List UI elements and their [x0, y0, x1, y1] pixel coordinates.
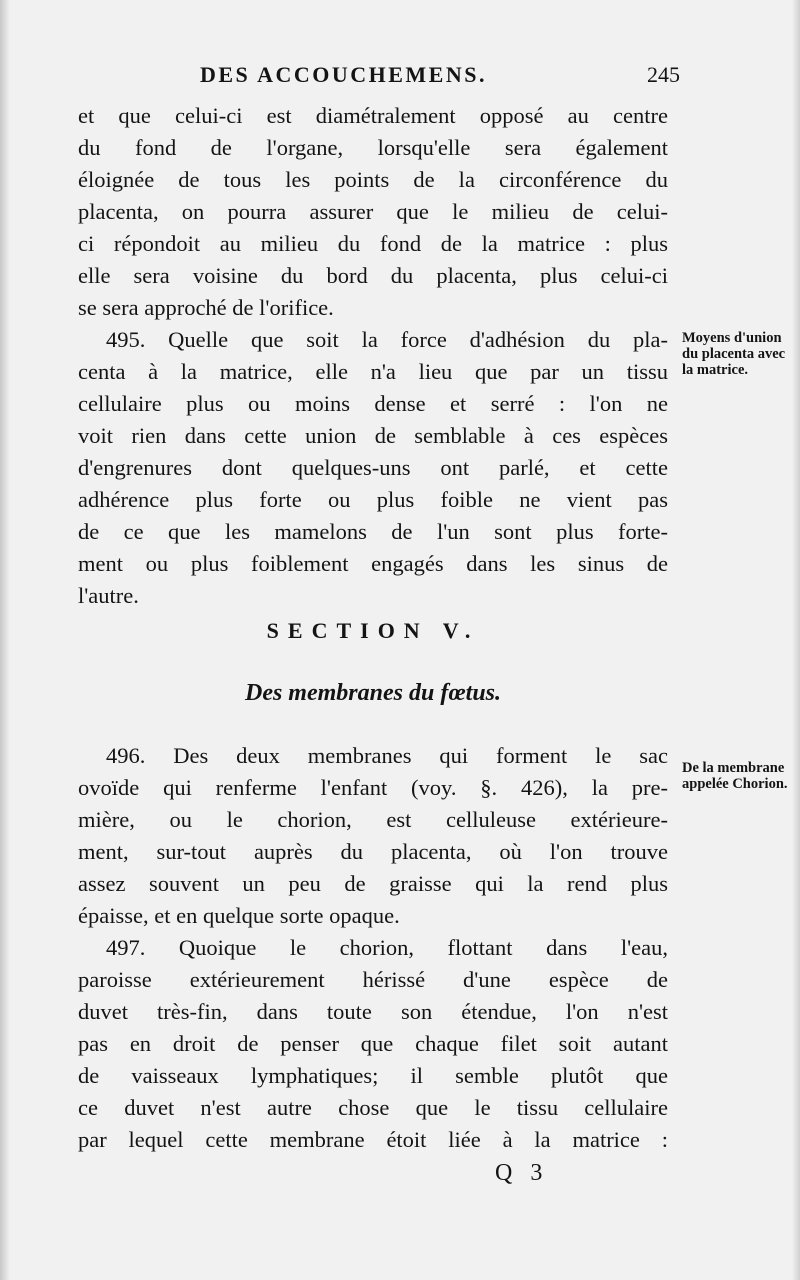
text-line: épaisse, et en quelque sorte opaque. [78, 903, 400, 928]
running-head: DES ACCOUCHEMENS. [200, 62, 487, 87]
text-line: de ce que les mamelons de l'un sont plus forte- [78, 519, 668, 544]
text-line: placenta, on pourra assurer que le milieu de celui- [78, 199, 668, 224]
text-line: centa à la matrice, elle n'a lieu que par un tissu [78, 359, 668, 384]
text-line: ment, sur-tout auprès du placenta, où l'on trouve [78, 839, 668, 864]
text-line: du fond de l'organe, lorsqu'elle sera également [78, 135, 668, 160]
text-line: éloignée de tous les points de la circonférence du [78, 167, 668, 192]
margin-note-chorion: De la membrane appelée Chorion. [682, 760, 788, 792]
text-block-2 [78, 740, 668, 1156]
text-line: d'engrenures dont quelques-uns ont parlé, et cette [78, 455, 668, 480]
page-edge-right [792, 0, 800, 1280]
text-line: ce duvet n'est autre chose que le tissu cellulaire [78, 1095, 668, 1120]
section-subtitle: Des membranes du fœtus. [244, 680, 502, 706]
paragraph-497-start: 497. Quoique le chorion, flottant dans l'eau, [106, 935, 668, 960]
paragraph-495-start: 495. Quelle que soit la force d'adhésion du pla- [106, 327, 668, 352]
text-line: mière, ou le chorion, est celluleuse extérieure- [78, 807, 668, 832]
text-line: ci répondoit au milieu du fond de la matrice : plus [78, 231, 668, 256]
text-line: l'autre. [78, 583, 139, 608]
text-line: elle sera voisine du bord du placenta, plus celui-ci [78, 263, 668, 288]
text-line: ment ou plus foiblement engagés dans les sinus de [78, 551, 668, 576]
section-title: SECTION V. [266, 618, 480, 643]
page-header [200, 62, 680, 92]
text-line: duvet très-fin, dans toute son étendue, l'on n'est [78, 999, 668, 1024]
text-line: et que celui-ci est diamétralement opposé au centre [78, 103, 668, 128]
text-block-1 [78, 100, 668, 612]
text-line: assez souvent un peu de graisse qui la rend plus [78, 871, 668, 896]
text-line: pas en droit de penser que chaque filet soit autant [78, 1031, 668, 1056]
paragraph-496-start: 496. Des deux membranes qui forment le sac [106, 743, 668, 768]
text-line: cellulaire plus ou moins dense et serré : l'on ne [78, 391, 668, 416]
text-line: se sera approché de l'orifice. [78, 295, 334, 320]
text-line: adhérence plus forte ou plus foible ne vient pas [78, 487, 668, 512]
text-line: paroisse extérieurement hérissé d'une espèce de [78, 967, 668, 992]
signature-mark: Q 3 [495, 1160, 549, 1186]
page-edge-left [0, 0, 10, 1280]
text-line: de vaisseaux lymphatiques; il semble plutôt que [78, 1063, 668, 1088]
text-line: voit rien dans cette union de semblable à ces espèces [78, 423, 668, 448]
text-line: par lequel cette membrane étoit liée à la matrice : [78, 1127, 668, 1152]
margin-note-adhesion: Moyens d'union du placenta avec la matrice. [682, 330, 786, 378]
page-number: 245 [647, 62, 680, 87]
text-line: ovoïde qui renferme l'enfant (voy. §. 426), la pre- [78, 775, 668, 800]
